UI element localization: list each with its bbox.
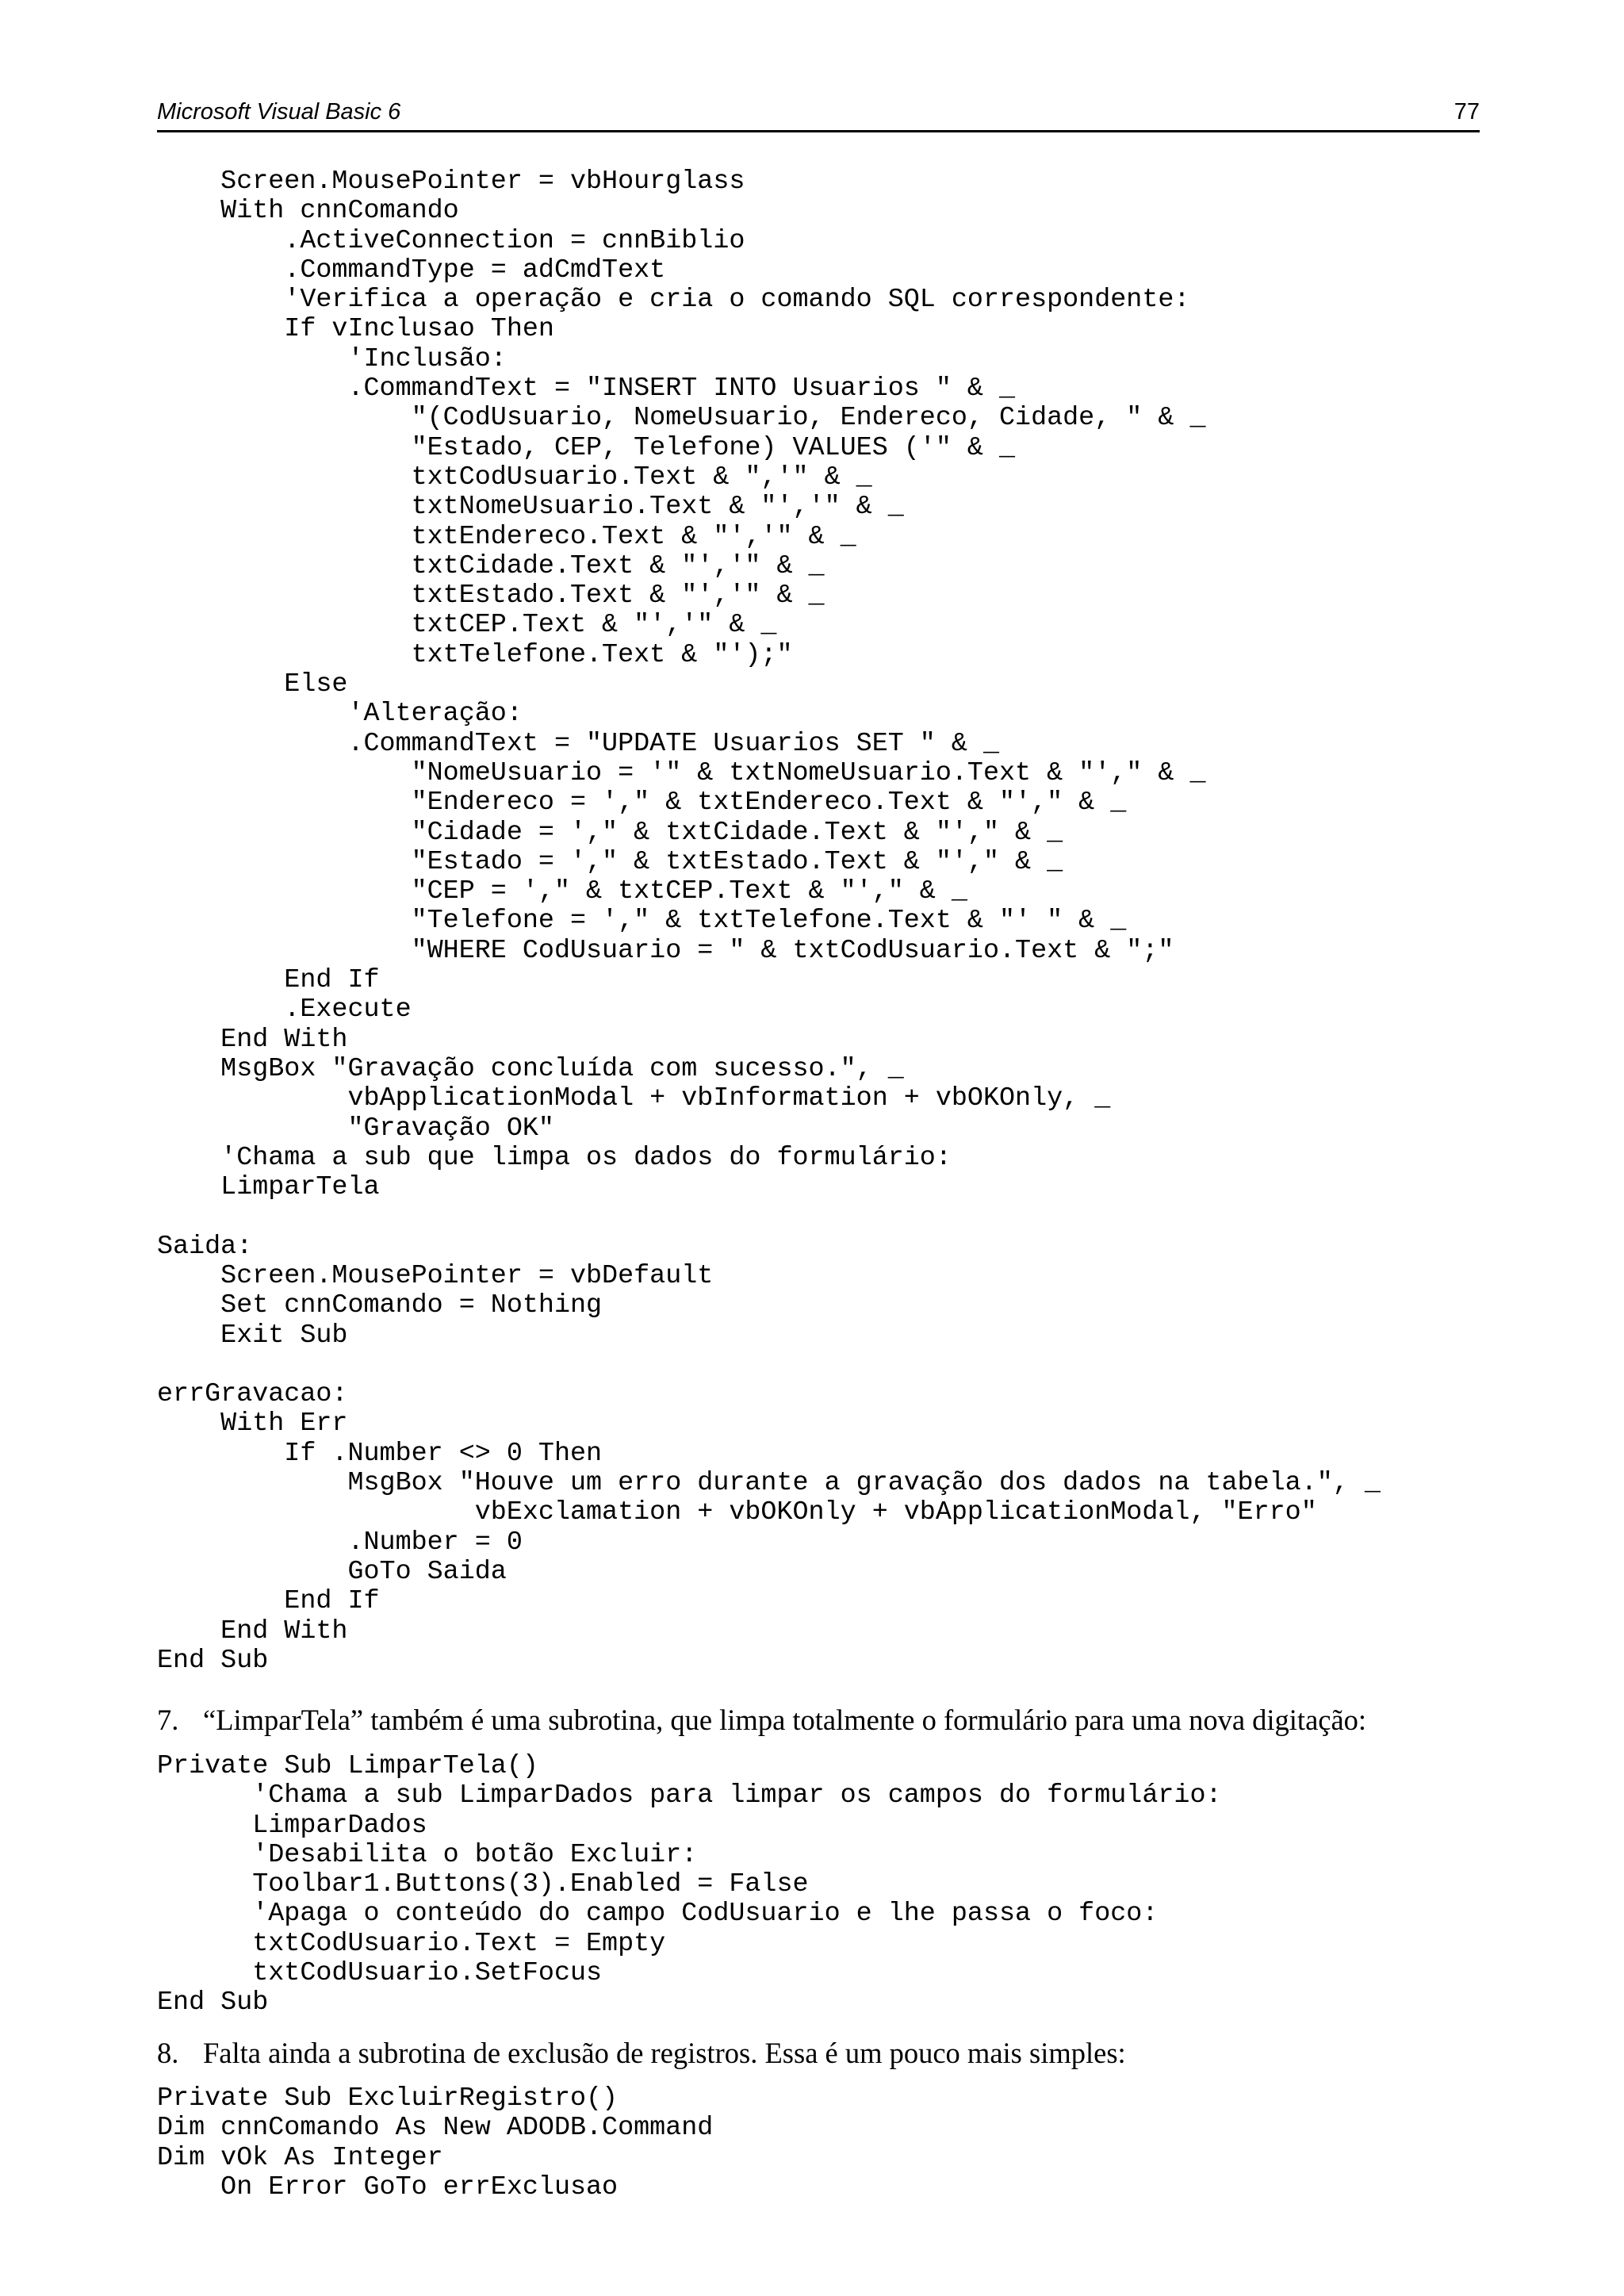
header-title: Microsoft Visual Basic 6	[157, 99, 401, 125]
list-item-number: 7.	[157, 1704, 179, 1736]
code-block-gravar-registro: Screen.MousePointer = vbHourglass With cnnComando .ActiveConnection = cnnBiblio .CommandType = adCmdText 'Verifica a operação e cria o comando SQL correspondente: If vInclusao Then 'Inclusão: .CommandText = "INSERT INTO Usuarios " & _ "(CodUsuario, NomeUsuario, Endereco, Cidade, " & _ "Estado, CEP, Telefone) VALUES ('" & _ txtCodUsuario.Text & ",'" & _ txtNomeUsuario.Text & "','" & _ txtEndereco.Text & "','" & _ txtCidade.Text & "','" & _ txtEstado.Text & "','" & _ txtCEP.Text & "','" & _ txtTelefone.Text & "');" Else 'Alteração: .CommandText = "UPDATE Usuarios SET " & _ "NomeUsuario = '" & txtNomeUsuario.Text & "'," & _ "Endereco = '," & txtEndereco.Text & "'," & _ "Cidade = '," & txtCidade.Text & "'," & _ "Estado = '," & txtEstado.Text & "'," & _ "CEP = '," & txtCEP.Text & "'," & _ "Telefone = '," & txtTelefone.Text & "' " & _ "WHERE CodUsuario = " & txtCodUsuario.Text & ";" End If .Execute End With MsgBox "Gravação concluída com sucesso.", _ vbApplicationModal + vbInformation + vbOKOnly, _ "Gravação OK" 'Chama a sub que limpa os dados do formulário: LimparTela Saida: Screen.MousePointer = vbDefault Set cnnComando = Nothing Exit Sub errGravacao: With Err If .Number <> 0 Then MsgBox "Houve um erro durante a gravação dos dados na tabela.", _ vbExclamation + vbOKOnly + vbApplicationModal, "Erro" .Number = 0 GoTo Saida End If End With End Sub	[157, 167, 1381, 1676]
code-block-limpar-tela: Private Sub LimparTela() 'Chama a sub LimparDados para limpar os campos do formulário: LimparDados 'Desabilita o botão Excluir: Toolbar1.Buttons(3).Enabled = False 'Apaga o conteúdo do campo CodUsuario e lhe passa o foco: txtCodUsuario.Text = Empty txtCodUsuario.SetFocus End Sub	[157, 1751, 1222, 2018]
page-header	[157, 94, 1480, 132]
code-block-excluir-registro: Private Sub ExcluirRegistro() Dim cnnComando As New ADODB.Command Dim vOk As Integer On Error GoTo errExclusao	[157, 2083, 714, 2202]
list-item-8	[157, 2036, 1126, 2071]
page-number: 77	[1454, 99, 1480, 125]
list-item-text: Falta ainda a subrotina de exclusão de registros. Essa é um pouco mais simples:	[203, 2037, 1126, 2069]
list-item-7	[157, 1703, 1366, 1738]
list-item-number: 8.	[157, 2037, 179, 2069]
list-item-text: “LimparTela” também é uma subrotina, que limpa totalmente o formulário para uma nova digitação:	[203, 1704, 1367, 1736]
